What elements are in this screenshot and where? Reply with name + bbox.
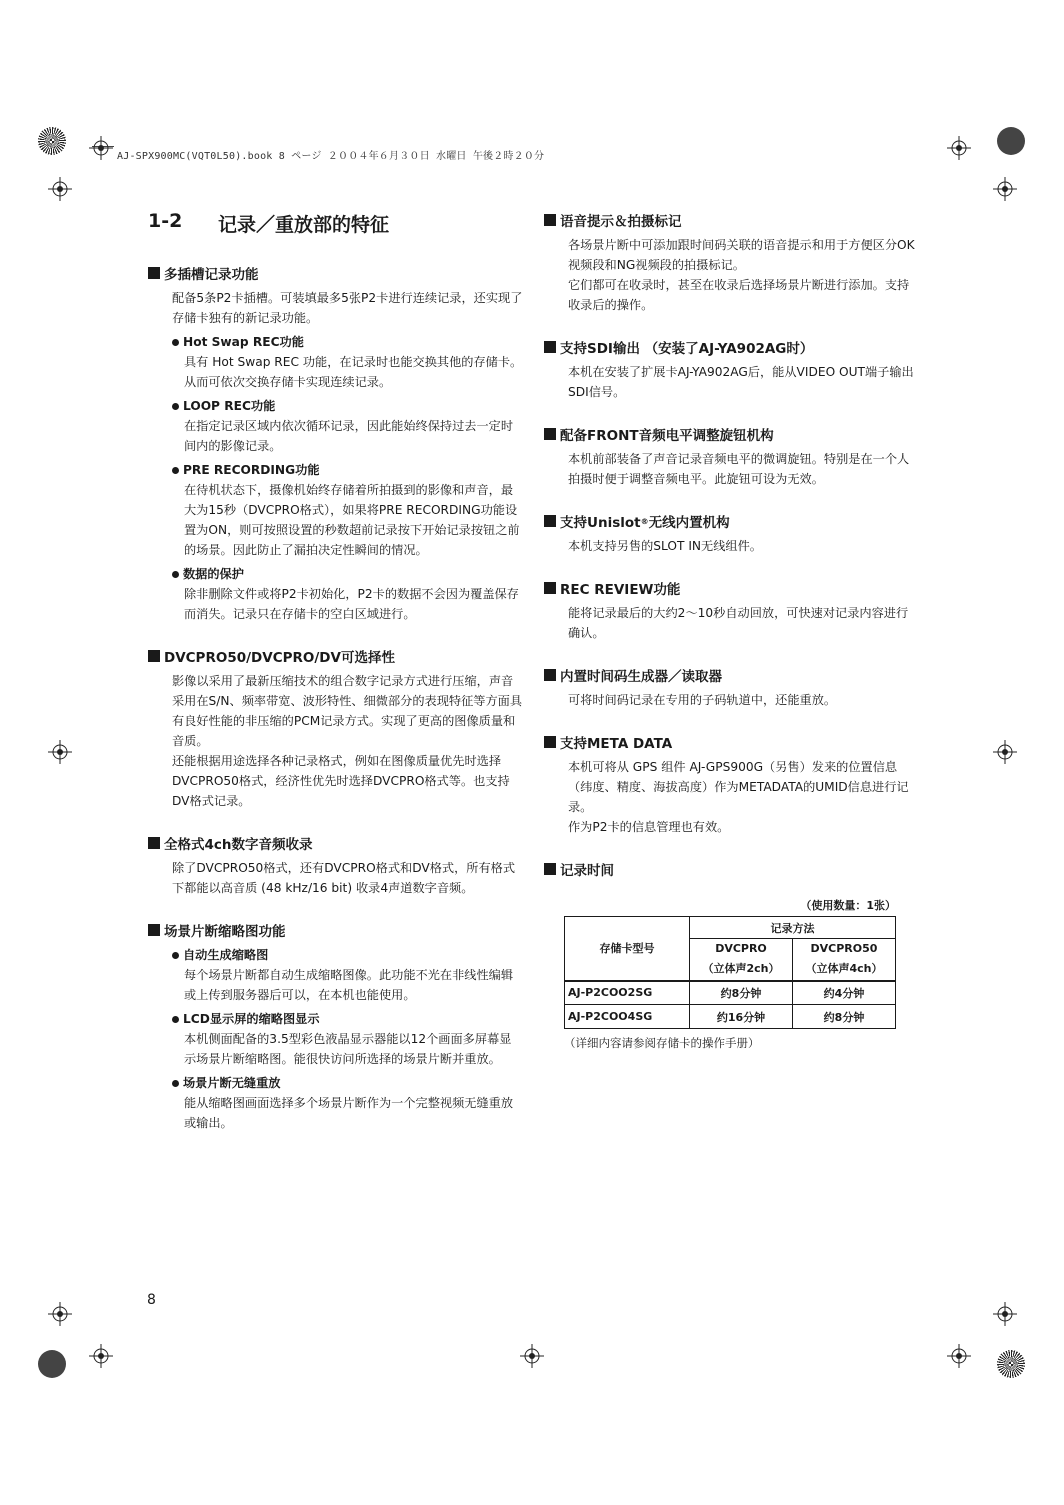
section-title: 多插槽记录功能 xyxy=(164,267,259,283)
section-format-select xyxy=(148,646,523,811)
square-bullet-icon xyxy=(148,650,160,662)
section-body: 作为P2卡的信息管理也有效。 xyxy=(568,820,730,834)
section-body: 本机可将从 GPS 组件 AJ-GPS900G（另售）发来的位置信息（纬度、精度、海拔高度）作为METADATA的UMID信息进行记录。 xyxy=(568,760,909,814)
table-subheader: DVCPRO50 xyxy=(810,942,878,956)
color-rosette-icon xyxy=(997,1350,1025,1378)
section-body: 本机前部装备了声音记录音频电平的微调旋钮。特别是在一个人拍摄时便于调整音频电平。此旋钮可设为无效。 xyxy=(568,452,910,486)
section-title-suffix: 无线内置机构 xyxy=(648,515,730,531)
right-column xyxy=(544,210,919,1073)
square-bullet-icon xyxy=(544,428,556,440)
bullet-item xyxy=(172,332,523,392)
table-cell: 约4分钟 xyxy=(793,981,896,1005)
section-title: 配备FRONT音频电平调整旋钮机构 xyxy=(560,428,774,444)
section-thumbnail xyxy=(148,920,523,1133)
bullet-item xyxy=(172,1073,523,1133)
registration-mark-icon xyxy=(993,740,1017,764)
bullet-body: 在待机状态下，摄像机始终存储着所拍摄到的影像和声音，最大为15秒（DVCPRO格式），如果将PRE RECORDING功能设置为ON，则可按照设置的秒数超前记录按下开始记录按钮之前的场景。因此防止了漏拍决定性瞬间的情况。 xyxy=(184,483,520,557)
table-row xyxy=(565,981,896,1005)
section-audio-4ch xyxy=(148,833,523,898)
section-rec-review xyxy=(544,578,919,643)
bullet-title: 场景片断无缝重放 xyxy=(183,1076,281,1090)
registration-mark-icon xyxy=(993,177,1017,201)
section-timecode xyxy=(544,665,919,710)
section-sdi xyxy=(544,337,919,402)
section-body: 配备5条P2卡插槽。可装填最多5张P2卡进行连续记录，还实现了存储卡独有的新记录功能。 xyxy=(172,291,523,325)
bullet-dot-icon xyxy=(172,571,179,578)
registration-mark-icon xyxy=(947,1344,971,1368)
section-title: DVCPRO50/DVCPRO/DV可选择性 xyxy=(164,650,395,666)
bullet-title: PRE RECORDING功能 xyxy=(183,463,320,477)
section-multi-slot xyxy=(148,263,523,624)
bullet-title: LOOP REC功能 xyxy=(183,399,276,413)
table-cell: AJ-P2COO4SG xyxy=(565,1005,690,1029)
section-title: 场景片断缩略图功能 xyxy=(164,924,286,940)
registration-mark-icon xyxy=(993,1302,1017,1326)
square-bullet-icon xyxy=(544,736,556,748)
section-body: 除了DVCPRO50格式，还有DVCPRO格式和DV格式，所有格式下都能以高音质 (48 kHz/16 bit) 收录4声道数字音频。 xyxy=(172,861,516,895)
section-title: 记录时间 xyxy=(560,863,614,879)
bullet-title: LCD显示屏的缩略图显示 xyxy=(183,1012,320,1026)
bullet-dot-icon xyxy=(172,339,179,346)
table-header-method: 记录方法 xyxy=(690,917,896,939)
square-bullet-icon xyxy=(544,582,556,594)
bullet-body: 在指定记录区域内依次循环记录，因此能始终保持过去一定时间内的影像记录。 xyxy=(184,419,514,453)
bullet-item xyxy=(172,460,523,560)
registration-mark-icon xyxy=(89,1344,113,1368)
bullet-body: 具有 Hot Swap REC 功能，在记录时也能交换其他的存储卡。从而可依次交换存储卡实现连续记录。 xyxy=(184,355,523,389)
chapter-number: 1-2 xyxy=(148,210,183,232)
section-body: 本机在安装了扩展卡AJ-YA902AG后，能从VIDEO OUT端子输出SDI信号。 xyxy=(568,365,914,399)
registration-mark-icon xyxy=(48,740,72,764)
color-rosette-icon xyxy=(38,1350,66,1378)
square-bullet-icon xyxy=(148,924,160,936)
table-cell: 约8分钟 xyxy=(793,1005,896,1029)
registration-mark-icon xyxy=(48,177,72,201)
section-voice-memo xyxy=(544,210,919,315)
table-cell: AJ-P2COO2SG xyxy=(565,981,690,1005)
section-body: 可将时间码记录在专用的子码轨道中，还能重放。 xyxy=(568,693,837,707)
section-title: 支持Unislot xyxy=(560,515,641,531)
table-subheader: DVCPRO xyxy=(715,942,767,956)
section-title: REC REVIEW功能 xyxy=(560,582,681,598)
registered-mark: ® xyxy=(640,516,649,526)
square-bullet-icon xyxy=(544,863,556,875)
section-rec-time xyxy=(544,859,919,1051)
section-body: 本机支持另售的SLOT IN无线组件。 xyxy=(568,539,762,553)
bullet-item xyxy=(172,564,523,624)
section-front-audio xyxy=(544,424,919,489)
square-bullet-icon xyxy=(148,837,160,849)
bullet-item xyxy=(172,1009,523,1069)
table-cell: 约8分钟 xyxy=(690,981,793,1005)
section-title: 支持SDI输出 （安装了AJ-YA902AG时） xyxy=(560,341,814,357)
recording-time-table xyxy=(564,916,896,1029)
section-title: 全格式4ch数字音频收录 xyxy=(164,837,313,853)
bullet-item xyxy=(172,396,523,456)
print-header: AJ-SPX900MC(VQT0L50).book 8 ページ ２００４年６月３０日 水曜日 午後２時２０分 xyxy=(117,151,545,162)
bullet-item xyxy=(172,945,523,1005)
usage-note: （使用数量：1张） xyxy=(800,899,896,912)
bullet-dot-icon xyxy=(172,952,179,959)
bullet-dot-icon xyxy=(172,467,179,474)
bullet-dot-icon xyxy=(172,1016,179,1023)
section-metadata xyxy=(544,732,919,837)
bullet-body: 本机侧面配备的3.5型彩色液晶显示器能以12个画面多屏幕显示场景片断缩略图。能很快访问所选择的场景片断并重放。 xyxy=(184,1032,512,1066)
left-column xyxy=(148,210,523,1155)
chapter-title xyxy=(148,210,523,237)
bullet-body: 除非删除文件或将P2卡初始化，P2卡的数据不会因为覆盖保存而消失。记录只在存储卡的空白区域进行。 xyxy=(184,587,519,621)
table-subheader-note: （立体声4ch） xyxy=(805,962,883,976)
square-bullet-icon xyxy=(544,214,556,226)
registration-mark-icon xyxy=(48,1302,72,1326)
square-bullet-icon xyxy=(544,515,556,527)
table-row xyxy=(565,1005,896,1029)
bullet-title: 自动生成缩略图 xyxy=(183,948,269,962)
table-footnote: （详细内容请参阅存储卡的操作手册） xyxy=(564,1036,760,1050)
table-cell: 约16分钟 xyxy=(690,1005,793,1029)
section-unislot xyxy=(544,511,919,556)
section-title: 支持META DATA xyxy=(560,736,673,752)
section-body: 它们都可在收录时，甚至在收录后选择场景片断进行添加。支持收录后的操作。 xyxy=(568,278,910,312)
square-bullet-icon xyxy=(544,341,556,353)
section-body: 影像以采用了最新压缩技术的组合数字记录方式进行压缩，声音采用在S/N、频率带宽、波形特性、细微部分的表现特征等方面具有良好性能的非压缩的PCM记录方式。实现了更高的图像质量和音质。 xyxy=(172,674,523,748)
section-title: 内置时间码生成器／读取器 xyxy=(560,669,722,685)
color-rosette-icon xyxy=(997,127,1025,155)
registration-mark-icon xyxy=(947,136,971,160)
color-rosette-icon xyxy=(38,127,66,155)
section-body: 能将记录最后的大约2～10秒自动回放，可快速对记录内容进行确认。 xyxy=(568,606,909,640)
page-number: 8 xyxy=(147,1292,156,1308)
chapter-title-text: 记录／重放部的特征 xyxy=(218,214,390,236)
section-body: 各场景片断中可添加跟时间码关联的语音提示和用于方便区分OK视频段和NG视频段的拍摄标记。 xyxy=(568,238,915,272)
registration-mark-icon xyxy=(520,1344,544,1368)
square-bullet-icon xyxy=(148,267,160,279)
bullet-dot-icon xyxy=(172,403,179,410)
registration-mark-icon xyxy=(89,136,113,160)
bullet-title: Hot Swap REC功能 xyxy=(183,335,304,349)
bullet-body: 能从缩略图画面选择多个场景片断作为一个完整视频无缝重放或输出。 xyxy=(184,1096,514,1130)
square-bullet-icon xyxy=(544,669,556,681)
table-header-card: 存储卡型号 xyxy=(565,917,690,981)
section-title: 语音提示＆拍摄标记 xyxy=(560,214,682,230)
bullet-dot-icon xyxy=(172,1080,179,1087)
section-body: 还能根据用途选择各种记录格式，例如在图像质量优先时选择DVCPRO50格式，经济性优先时选择DVCPRO格式等。也支持DV格式记录。 xyxy=(172,754,510,808)
bullet-body: 每个场景片断都自动生成缩略图像。此功能不光在非线性编辑或上传到服务器后可以，在本机也能使用。 xyxy=(184,968,514,1002)
bullet-title: 数据的保护 xyxy=(183,567,244,581)
table-subheader-note: （立体声2ch） xyxy=(702,962,780,976)
